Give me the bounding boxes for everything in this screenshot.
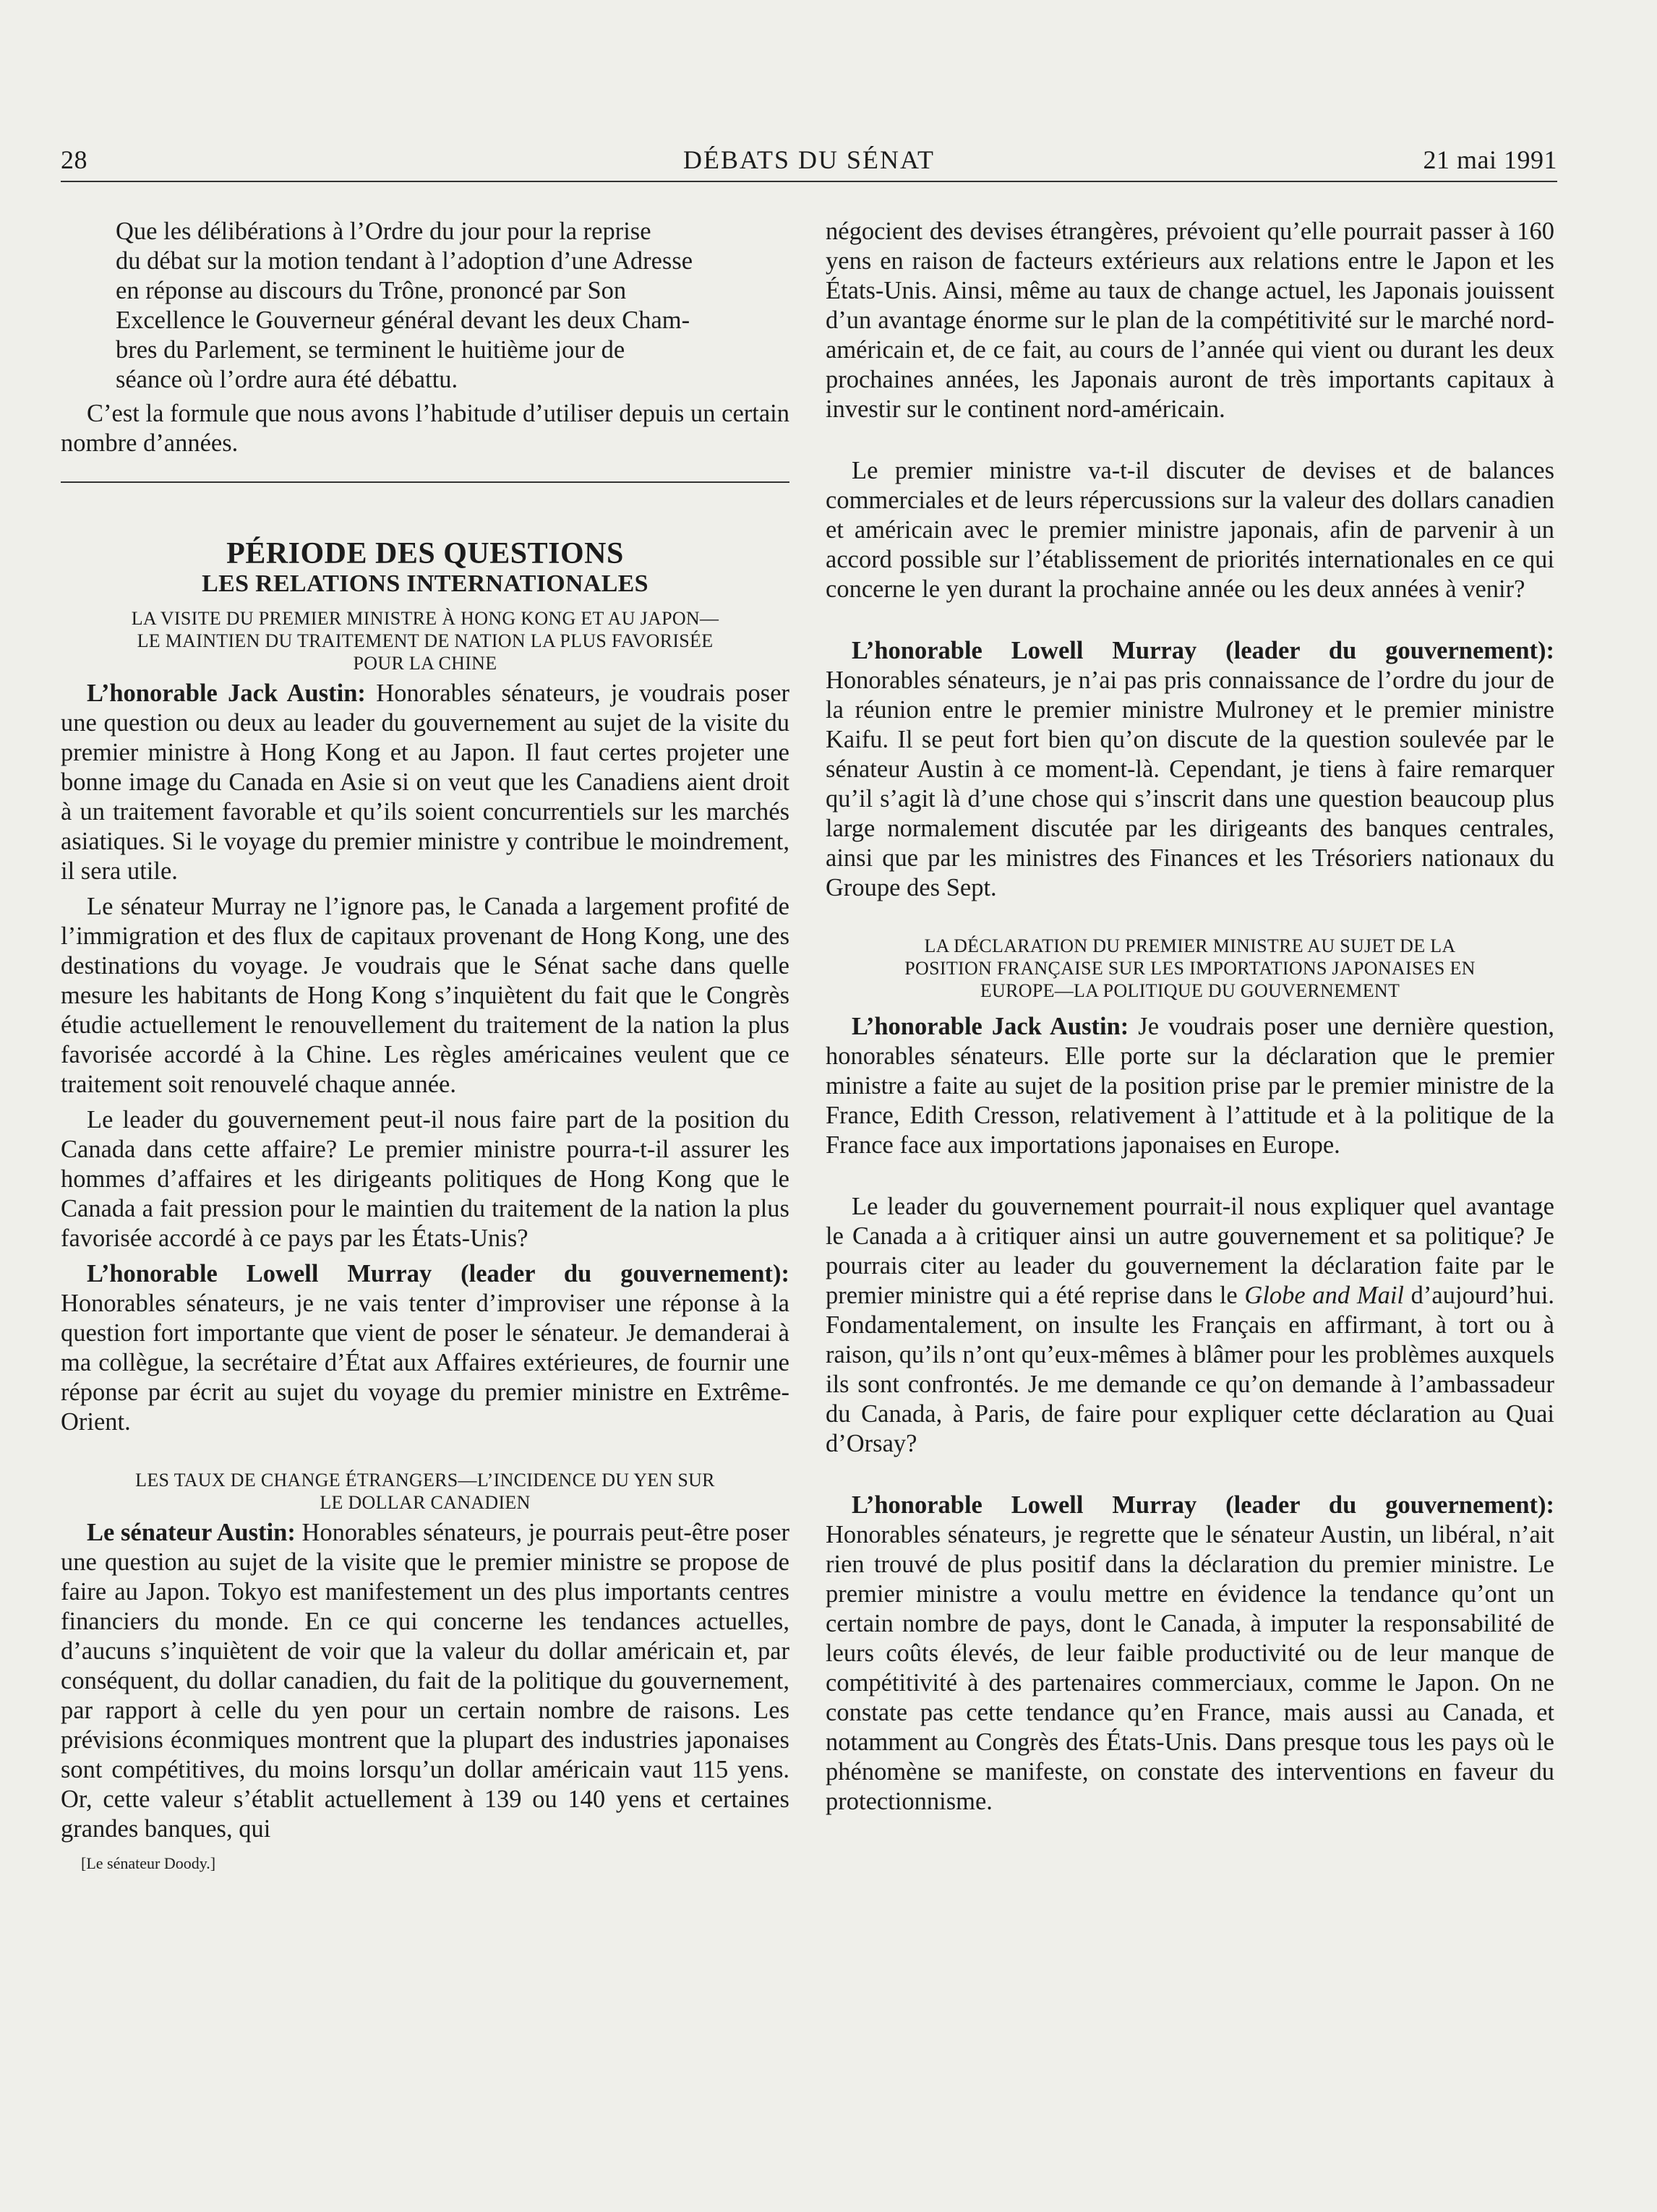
speaker-name: L’honorable Jack Austin: xyxy=(87,680,366,707)
publication-title: DÉBATS DU SÉNAT xyxy=(682,145,935,174)
motion-line: Que les délibérations à l’Ordre du jour pour la reprise xyxy=(116,218,651,245)
speaker-name: L’honorable Lowell Murray (leader du gouvernement): xyxy=(852,637,1554,664)
speech-text: Le leader du gouvernement pourrait-il nous expliquer quel avantage le Canada a à critiquer ainsi un autre gouvernement et sa politique? Je pourrais citer au leader du gouvernement la déclaration faite par le premier ministre qui a été reprise dans le xyxy=(826,1193,1554,1309)
speech-text: Honorables sénateurs, je voudrais poser une question ou deux au leader du gouvernement au sujet de la visite du premier ministre à Hong Kong et au Japon. Il faut certes projeter une bonne image du Canada en Asie si on veut que les Canadiens aient droit à un traitement favorable et qu’ils soient concurrentiels sur les marchés asiatiques. Si le voyage du premier ministre y contribue le moindrement, il sera utile. xyxy=(61,680,789,885)
speech-text: Honorables sénateurs, je regrette que le sénateur Austin, un libéral, n’ait rien trouvé de plus positif dans la déclaration du premier ministre. Le premier ministre a voulu mettre en évidence la tendance qu’ont un certain nombre de pays, dont le Canada, à imputer la responsabilité de leurs coûts élevés, de leur faible productivité ou de leur manque de compétitivité à des partenaires commerciaux, comme le Japon. On ne constate pas cette tendance qu’en France, mais aussi au Canada, et notamment au Congrès des États-Unis. Dans presque tous les pays où le phénomène se manifeste, on constate des interventions en faveur du protectionnisme. xyxy=(826,1521,1554,1815)
murray-answer-paragraph xyxy=(61,1259,789,1437)
section-subtitle: LES RELATIONS INTERNATIONALES xyxy=(202,570,648,597)
formule-paragraph: C’est la formule que nous avons l’habitude d’utiliser depuis un certain nombre d’années. xyxy=(61,400,789,457)
topic-heading-line: LE DOLLAR CANADIEN xyxy=(320,1492,531,1513)
speech-text: Je voudrais poser une dernière question, honorables sénateurs. Elle porte sur la déclaration que le premier ministre a faite au sujet de la position prise par le premier ministre de la France, Edith Cresson, relativement à l’attitude et à la politique de la France face aux importations japonaises en Europe. xyxy=(826,1013,1554,1159)
topic-heading-line: POSITION FRANÇAISE SUR LES IMPORTATIONS JAPONAISES EN xyxy=(904,958,1476,979)
newspaper-title: Globe and Mail xyxy=(1244,1282,1404,1309)
continued-paragraph: négocient des devises étrangères, prévoient qu’elle pourrait passer à 160 yens en raison de facteurs extérieurs aux relations entre le Japon et les États-Unis. Ainsi, même au taux de change actuel, les Japonais jouissent d’un avantage énorme sur le plan de la compétitivité sur le marché nord-américain et, de ce fait, au cours de l’année qui vient ou durant les deux prochaines années, les Japonais auront de très importants capitaux à investir sur le continent nord-américain. xyxy=(826,218,1554,423)
murray-france-answer xyxy=(826,1491,1554,1817)
motion-line: Excellence le Gouverneur général devant les deux Cham- xyxy=(116,306,690,334)
austin-question-paragraph xyxy=(61,679,789,886)
motion-line: bres du Parlement, se terminent le huitième jour de xyxy=(116,336,625,364)
speech-text: Honorables sénateurs, je ne vais tenter d’improviser une réponse à la question fort importante que vient de poser le sénateur. Je demanderai à ma collègue, la secrétaire d’État aux Affaires extérieures, de fournir une réponse par écrit au sujet du voyage du premier ministre en Extrême-Orient. xyxy=(61,1290,789,1436)
topic-heading-line: LES TAUX DE CHANGE ÉTRANGERS—L’INCIDENCE DU YEN SUR xyxy=(135,1470,715,1491)
page-header xyxy=(61,145,1557,182)
austin-yen-paragraph-2: Le premier ministre va-t-il discuter de devises et de balances commerciales et de leurs répercussions sur la valeur des dollars canadien et américain avec le premier ministre japonais, afin de parvenir à un accord possible sur l’établissement de priorités internationales en ce qui concerne le yen durant la prochaine année ou les deux années à venir? xyxy=(826,457,1554,603)
motion-text xyxy=(61,217,789,395)
austin-paragraph-3: Le leader du gouvernement peut-il nous faire part de la position du Canada dans cette affaire? Le premier ministre pourra-t-il assurer les hommes d’affaires et les dirigeants politiques de Hong Kong que le Canada a fait pression pour le maintien du traitement de la nation la plus favorisée accordé à ce pays par les États-Unis? xyxy=(61,1106,789,1252)
issue-date: 21 mai 1991 xyxy=(1423,145,1557,174)
speech-text: Honorables sénateurs, je n’ai pas pris connaissance de l’ordre du jour de la réunion entre le premier ministre Mulroney et le premier ministre Kaifu. Il se peut fort bien qu’on discute de la question soulevée par le sénateur Austin à ce moment-là. Cependant, je tiens à faire remarquer qu’il s’agit là d’une chose qui s’inscrit dans une question beaucoup plus large normalement discutée par les dirigeants des banques centrales, ainsi que par les ministres des Finances et les Trésoriers nationaux du Groupe des Sept. xyxy=(826,666,1554,901)
topic-heading-line: EUROPE—LA POLITIQUE DU GOUVERNEMENT xyxy=(980,980,1400,1001)
topic-heading-line: LE MAINTIEN DU TRAITEMENT DE NATION LA PLUS FAVORISÉE xyxy=(137,630,714,651)
speaker-name: L’honorable Lowell Murray (leader du gouvernement): xyxy=(852,1491,1554,1519)
speaker-name: Le sénateur Austin: xyxy=(87,1519,296,1546)
austin-france-question xyxy=(826,1012,1554,1160)
speaker-name: L’honorable Jack Austin: xyxy=(852,1013,1129,1040)
page-number: 28 xyxy=(61,145,87,174)
topic-heading-line: LA VISITE DU PREMIER MINISTRE À HONG KONG ET AU JAPON— xyxy=(131,608,719,629)
section-divider xyxy=(61,481,789,483)
motion-line: séance où l’ordre aura été débattu. xyxy=(116,366,458,393)
speaker-name: L’honorable Lowell Murray (leader du gouvernement): xyxy=(87,1260,789,1287)
topic-heading-line: POUR LA CHINE xyxy=(353,653,497,674)
footer-note: [Le sénateur Doody.] xyxy=(81,1854,216,1872)
left-column xyxy=(61,217,789,1874)
murray-yen-answer xyxy=(826,636,1554,903)
topic-heading-france xyxy=(826,935,1554,1002)
motion-line: en réponse au discours du Trône, prononcé par Son xyxy=(116,277,627,304)
topic-heading-yen xyxy=(61,1469,789,1514)
topic-heading-line: LA DÉCLARATION DU PREMIER MINISTRE AU SUJET DE LA xyxy=(924,935,1456,956)
austin-france-paragraph-2 xyxy=(826,1192,1554,1459)
section-title: PÉRIODE DES QUESTIONS xyxy=(226,537,624,570)
topic-heading-hong-kong xyxy=(61,607,789,674)
speech-text: d’aujourd’hui. Fondamentalement, on insulte les Français en affirmant, à tort ou à raison, qu’ils n’ont qu’eux-mêmes à blâmer pour les problèmes auxquels ils sont confrontés. Je me demande ce qu’on demande à l’ambassadeur du Canada, à Paris, de faire pour expliquer cette déclaration au Quai d’Orsay? xyxy=(826,1282,1555,1457)
right-column xyxy=(826,217,1554,1817)
speech-text: Honorables sénateurs, je pourrais peut-être poser une question au sujet de la visite que le premier ministre se propose de faire au Japon. Tokyo est manifestement un des plus importants centres financiers du monde. En ce qui concerne les tendances actuelles, d’aucuns s’inquiètent de voir que la valeur du dollar américain et, par conséquent, du dollar canadien, du fait de la politique du gouvernement, par rapport à celle du yen pour un certain nombre de raisons. Les prévisions éconmiques montrent que la plupart des industries japonaises sont compétitives, du moins lorsqu’un dollar américain vaut 115 yens. Or, cette valeur s’établit actuellement à 139 ou 140 yens et certaines grandes banques, qui xyxy=(61,1519,789,1843)
austin-yen-question xyxy=(61,1518,789,1844)
austin-paragraph-2: Le sénateur Murray ne l’ignore pas, le Canada a largement profité de l’immigration et des flux de capitaux provenant de Hong Kong, une des destinations du voyage. Je voudrais que le Sénat sache dans quelle mesure les habitants de Hong Kong s’inquiètent du fait que le Congrès étudie actuellement le renouvellement du traitement de la nation la plus favorisée accordé à la Chine. Les règles américaines veulent que ce traitement soit renouvelé chaque année. xyxy=(61,893,789,1098)
motion-line: du débat sur la motion tendant à l’adoption d’une Adresse xyxy=(116,247,693,275)
